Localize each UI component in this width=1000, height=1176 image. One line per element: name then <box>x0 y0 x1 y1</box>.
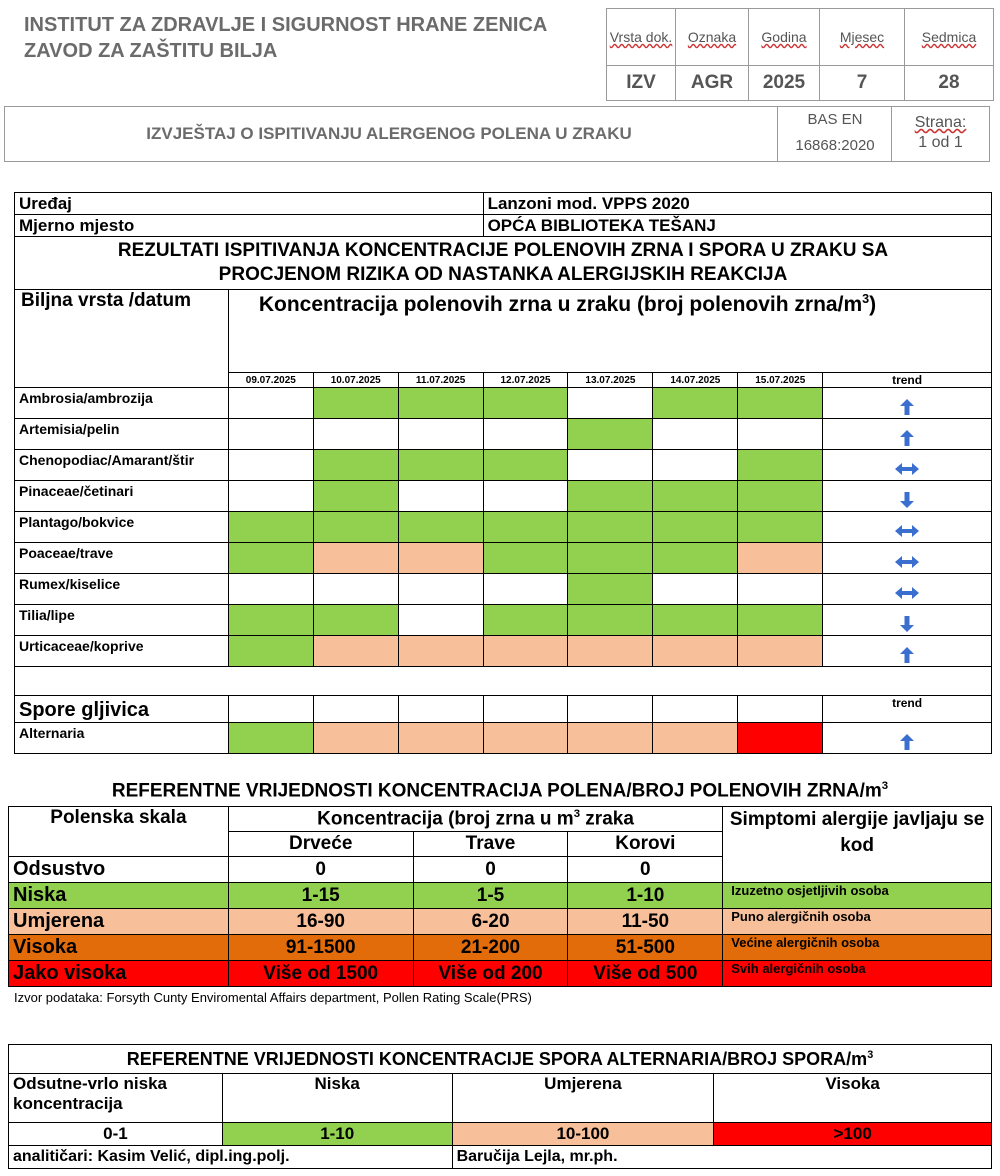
species-name: Plantago/bokvice <box>15 512 229 543</box>
level-cell <box>398 574 483 605</box>
device-value: Lanzoni mod. VPPS 2020 <box>483 193 991 215</box>
level-cell <box>398 481 483 512</box>
level-very-high-grass: Više od 200 <box>413 961 568 987</box>
analyst-2: Baručija Lejla, mr.ph. <box>452 1146 991 1169</box>
table-row <box>15 450 992 481</box>
spore-cat-moderate: Umjerena <box>452 1074 714 1123</box>
trend-cell <box>823 450 992 481</box>
spore-trend-header: trend <box>823 696 992 723</box>
page-label: Strana: <box>914 114 967 131</box>
meta-value-year: 2025 <box>749 66 820 101</box>
conc-header-close: zraka <box>580 808 634 830</box>
level-cell <box>398 419 483 450</box>
spore-header-empty <box>653 696 738 723</box>
device-label: Uređaj <box>15 193 484 215</box>
meta-value-type: IZV <box>607 66 676 101</box>
report-title-box <box>4 106 990 162</box>
level-cell <box>483 605 568 636</box>
level-cell <box>228 419 313 450</box>
spore-row <box>15 723 992 754</box>
scale-header: Polenska skala <box>9 807 229 857</box>
level-cell <box>738 543 823 574</box>
level-cell <box>398 543 483 574</box>
level-cell <box>483 636 568 667</box>
table-row <box>15 574 992 605</box>
level-low-weeds: 1-10 <box>568 883 723 909</box>
place-value: OPĆA BIBLIOTEKA TEŠANJ <box>483 215 991 237</box>
level-cell <box>738 512 823 543</box>
level-cell <box>313 636 398 667</box>
level-cell <box>483 388 568 419</box>
level-cell <box>568 636 653 667</box>
level-cell <box>313 450 398 481</box>
pollen-reference-table <box>8 806 992 987</box>
level-high-trees: 91-1500 <box>228 935 413 961</box>
level-cell <box>653 605 738 636</box>
level-cell <box>738 481 823 512</box>
symptoms-header: Simptomi alergije javljaju se kod <box>723 807 992 883</box>
level-cell <box>653 636 738 667</box>
level-cell <box>568 605 653 636</box>
level-high-symptom: Većine alergičnih osoba <box>723 935 992 961</box>
spore-header: Spore gljivica <box>15 696 229 723</box>
institute-name <box>24 12 584 64</box>
level-cell <box>483 481 568 512</box>
level-cell <box>313 419 398 450</box>
page-value: 1 od 1 <box>918 134 963 151</box>
level-low-row <box>9 883 992 909</box>
meta-label-year: Godina <box>749 9 820 66</box>
level-low-grass: 1-5 <box>413 883 568 909</box>
col-trees: Drveće <box>228 832 413 857</box>
report-page <box>891 107 989 161</box>
spore-header-row <box>15 696 992 723</box>
meta-value-month: 7 <box>820 66 905 101</box>
level-high-row <box>9 935 992 961</box>
empty-row <box>15 667 992 696</box>
level-absent-trees: 0 <box>228 857 413 883</box>
level-cell <box>653 574 738 605</box>
level-high-grass: 21-200 <box>413 935 568 961</box>
spore-val-low: 1-10 <box>222 1123 452 1146</box>
level-cell <box>313 481 398 512</box>
spore-header-empty <box>228 696 313 723</box>
spore-reference-title-sup: 3 <box>867 1048 874 1061</box>
table-row <box>15 636 992 667</box>
species-name: Rumex/kiselice <box>15 574 229 605</box>
species-name: Urticaceae/koprive <box>15 636 229 667</box>
pollen-reference-title-text: REFERENTNE VRIJEDNOSTI KONCENTRACIJA POLENA/BROJ POLENOVIH ZRNA/m <box>111 780 882 802</box>
level-cell <box>228 723 313 754</box>
level-cell <box>483 723 568 754</box>
report-title: IZVJEŠTAJ O ISPITIVANJU ALERGENOG POLENA U ZRAKU <box>146 124 632 143</box>
level-cell <box>738 388 823 419</box>
level-cell <box>653 543 738 574</box>
trend-cell <box>823 723 992 754</box>
table-row <box>15 481 992 512</box>
concentration-header-close: ) <box>869 293 877 316</box>
spore-val-high: >100 <box>714 1123 992 1146</box>
species-name: Poaceae/trave <box>15 543 229 574</box>
trend-cell <box>823 543 992 574</box>
level-cell <box>228 481 313 512</box>
species-name: Ambrosia/ambrozija <box>15 388 229 419</box>
level-cell <box>568 512 653 543</box>
date-header: 14.07.2025 <box>653 373 738 388</box>
level-cell <box>398 636 483 667</box>
table-row <box>15 512 992 543</box>
arrow-up-icon <box>823 646 991 664</box>
level-cell <box>568 574 653 605</box>
concentration-header-text: Koncentracija polenovih zrna u zraku (broj polenovih zrna/m <box>258 293 863 316</box>
meta-label-code: Oznaka <box>676 9 749 66</box>
species-rows <box>15 388 992 667</box>
level-cell <box>228 605 313 636</box>
pollen-reference-title <box>10 780 990 802</box>
place-label: Mjerno mjesto <box>15 215 484 237</box>
spore-name: Alternaria <box>15 723 229 754</box>
level-cell <box>398 450 483 481</box>
level-cell <box>483 512 568 543</box>
level-low-trees: 1-15 <box>228 883 413 909</box>
date-header: 13.07.2025 <box>568 373 653 388</box>
trend-cell <box>823 419 992 450</box>
level-cell <box>313 605 398 636</box>
trend-cell <box>823 636 992 667</box>
spore-reference-title <box>9 1045 992 1074</box>
conc-header <box>228 807 722 832</box>
standard-line2: 16868:2020 <box>795 137 875 154</box>
table-row <box>15 388 992 419</box>
level-very-high-weeds: Više od 500 <box>568 961 723 987</box>
meta-label-month: Mjesec <box>820 9 905 66</box>
level-moderate-grass: 6-20 <box>413 909 568 935</box>
level-very-high-row <box>9 961 992 987</box>
species-name: Artemisia/pelin <box>15 419 229 450</box>
level-cell <box>738 574 823 605</box>
level-absent-grass: 0 <box>413 857 568 883</box>
results-heading-line2: PROCJENOM RIZIKA OD NASTANKA ALERGIJSKIH REAKCIJA <box>218 264 788 285</box>
level-cell <box>483 419 568 450</box>
analyst-1: analitičari: Kasim Velić, dipl.ing.polj. <box>9 1146 453 1169</box>
level-cell <box>568 388 653 419</box>
level-very-high-trees: Više od 1500 <box>228 961 413 987</box>
pollen-reference-title-sup: 3 <box>881 780 889 792</box>
level-high-weeds: 51-500 <box>568 935 723 961</box>
level-cell <box>483 543 568 574</box>
level-moderate-symptom: Puno alergičnih osoba <box>723 909 992 935</box>
conc-header-sup: 3 <box>573 807 581 820</box>
standard-line1: BAS EN <box>807 111 863 128</box>
species-name: Tilia/lipe <box>15 605 229 636</box>
arrow-down-icon <box>823 491 991 509</box>
trend-cell <box>823 605 992 636</box>
spore-header-empty <box>738 696 823 723</box>
spore-reference-table <box>8 1044 992 1169</box>
level-cell <box>653 723 738 754</box>
level-very-high-label: Jako visoka <box>9 961 229 987</box>
level-cell <box>653 450 738 481</box>
spore-header-empty <box>568 696 653 723</box>
level-cell <box>228 543 313 574</box>
level-cell <box>313 512 398 543</box>
level-absent-weeds: 0 <box>568 857 723 883</box>
spore-val-none: 0-1 <box>9 1123 223 1146</box>
level-cell <box>228 512 313 543</box>
level-moderate-trees: 16-90 <box>228 909 413 935</box>
spore-cat-none: Odsutne-vrlo niska koncentracija <box>9 1074 223 1123</box>
species-name: Chenopodiac/Amarant/štir <box>15 450 229 481</box>
spore-cat-high: Visoka <box>714 1074 992 1123</box>
meta-label-week: Sedmica <box>905 9 994 66</box>
document-meta-table <box>606 8 994 101</box>
level-cell <box>483 574 568 605</box>
level-cell <box>738 450 823 481</box>
spore-reference-title-text: REFERENTNE VRIJEDNOSTI KONCENTRACIJE SPORA ALTERNARIA/BROJ SPORA/m <box>126 1048 868 1069</box>
institute-line1: INSTITUT ZA ZDRAVLJE I SIGURNOST HRANE ZENICA <box>24 14 548 36</box>
level-cell <box>483 450 568 481</box>
level-cell <box>738 723 823 754</box>
col-weeds: Korovi <box>568 832 723 857</box>
pollen-results-table <box>14 192 992 754</box>
arrow-left-right-icon <box>823 584 991 602</box>
arrow-left-right-icon <box>823 553 991 571</box>
table-row <box>15 419 992 450</box>
level-cell <box>653 388 738 419</box>
arrow-left-right-icon <box>823 460 991 478</box>
arrow-up-icon <box>823 733 991 751</box>
trend-cell <box>823 574 992 605</box>
level-cell <box>313 574 398 605</box>
level-cell <box>738 605 823 636</box>
spore-cat-low: Niska <box>222 1074 452 1123</box>
concentration-header <box>228 290 991 373</box>
arrow-up-icon <box>823 429 991 447</box>
trend-cell <box>823 388 992 419</box>
institute-line2: ZAVOD ZA ZAŠTITU BILJA <box>24 40 278 62</box>
report-standard <box>777 107 892 161</box>
date-header: 12.07.2025 <box>483 373 568 388</box>
level-cell <box>228 574 313 605</box>
level-moderate-label: Umjerena <box>9 909 229 935</box>
level-cell <box>398 388 483 419</box>
level-cell <box>568 419 653 450</box>
level-high-label: Visoka <box>9 935 229 961</box>
species-name: Pinaceae/četinari <box>15 481 229 512</box>
level-cell <box>313 723 398 754</box>
meta-value-code: AGR <box>676 66 749 101</box>
results-heading <box>15 237 992 290</box>
trend-cell <box>823 512 992 543</box>
level-cell <box>568 450 653 481</box>
meta-label-type: Vrsta dok. <box>607 9 676 66</box>
arrow-left-right-icon <box>823 522 991 540</box>
date-header: 10.07.2025 <box>313 373 398 388</box>
level-cell <box>653 512 738 543</box>
meta-value-week: 28 <box>905 66 994 101</box>
trend-cell <box>823 481 992 512</box>
level-cell <box>398 723 483 754</box>
level-cell <box>313 543 398 574</box>
arrow-up-icon <box>823 398 991 416</box>
level-moderate-weeds: 11-50 <box>568 909 723 935</box>
results-heading-line1: REZULTATI ISPITIVANJA KONCENTRACIJE POLENOVIH ZRNA I SPORA U ZRAKU SA <box>117 240 889 261</box>
level-moderate-row <box>9 909 992 935</box>
col-grass: Trave <box>413 832 568 857</box>
level-cell <box>568 723 653 754</box>
level-absent-label: Odsustvo <box>9 857 229 883</box>
level-cell <box>568 481 653 512</box>
data-source-note: Izvor podataka: Forsyth Cunty Enviromental Affairs department, Pollen Rating Scale(PRS) <box>14 990 532 1005</box>
level-cell <box>228 450 313 481</box>
date-header: 11.07.2025 <box>398 373 483 388</box>
concentration-header-sup: 3 <box>862 292 870 306</box>
trend-header: trend <box>823 373 992 388</box>
level-cell <box>568 543 653 574</box>
spore-header-empty <box>483 696 568 723</box>
level-cell <box>738 419 823 450</box>
level-very-high-symptom: Svih alergičnih osoba <box>723 961 992 987</box>
level-cell <box>228 388 313 419</box>
table-row <box>15 543 992 574</box>
spore-header-empty <box>398 696 483 723</box>
level-low-label: Niska <box>9 883 229 909</box>
conc-header-text: Koncentracija (broj zrna u m <box>317 808 574 830</box>
level-cell <box>653 419 738 450</box>
species-header: Biljna vrsta /datum <box>15 290 229 388</box>
table-row <box>15 605 992 636</box>
level-low-symptom: Izuzetno osjetljivih osoba <box>723 883 992 909</box>
level-cell <box>228 636 313 667</box>
level-cell <box>398 605 483 636</box>
spore-val-moderate: 10-100 <box>452 1123 714 1146</box>
date-header: 09.07.2025 <box>228 373 313 388</box>
level-cell <box>653 481 738 512</box>
spore-header-empty <box>313 696 398 723</box>
arrow-down-icon <box>823 615 991 633</box>
level-cell <box>398 512 483 543</box>
level-cell <box>313 388 398 419</box>
level-cell <box>738 636 823 667</box>
date-header: 15.07.2025 <box>738 373 823 388</box>
